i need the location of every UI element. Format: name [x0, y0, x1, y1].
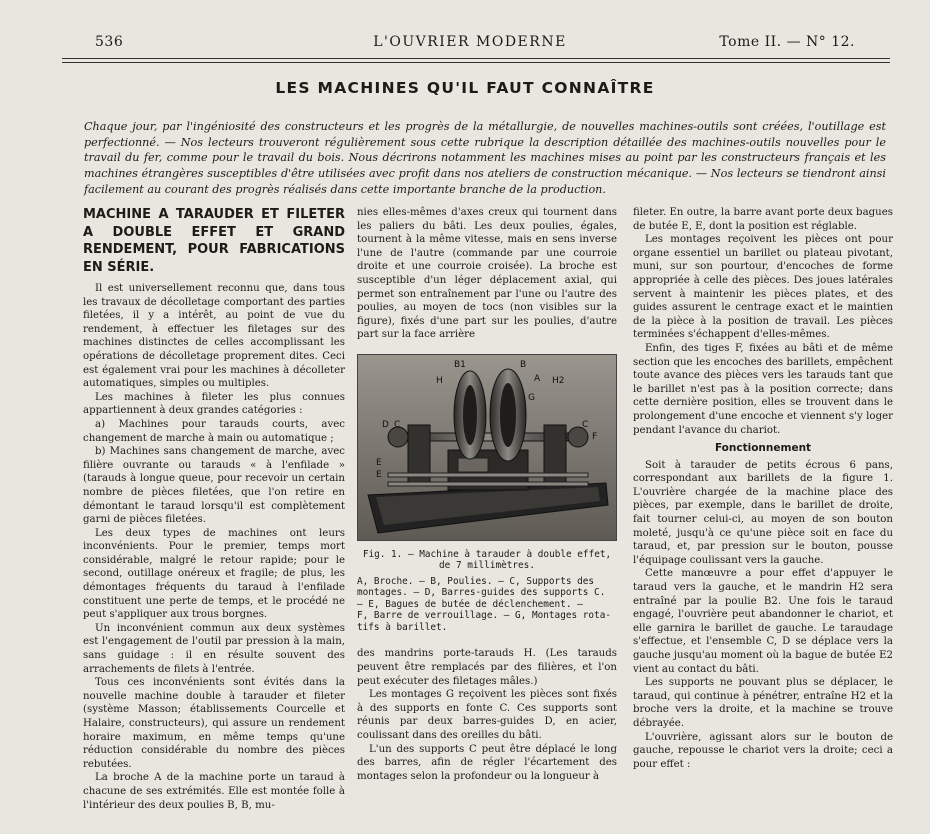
machine-illustration: [358, 355, 616, 540]
article-title: LES MACHINES QU'IL FAUT CONNAÎTRE: [275, 79, 655, 97]
figure-label: F: [592, 431, 598, 442]
paragraph: Les supports ne pouvant plus se déplacer, le taraud, qui continue à pénétrer, entraîne H2 et la broche vers la droite, et la machine se trouve débrayée.: [633, 677, 893, 729]
caption-line: montages. — D, Barres-guides des supports C.: [357, 587, 606, 599]
figure-label: C: [394, 419, 401, 430]
caption-line: A, Broche. — B, Poulies. — C, Supports des: [357, 575, 595, 587]
paragraph: L'ouvrière, agissant alors sur le bouton de gauche, repousse le chariot vers la droite; ceci a pour effet :: [633, 731, 893, 770]
paragraph: Les deux types de machines ont leurs inconvénients. Pour le premier, temps mort considérable, malgré le retour rapide; pour le second, outillage onéreux et fragile; de plus, les démontages fréquents du taraud à l'enfilade constituent une perte de temps, et le procédé ne peut s'appliquer aux trous borgnes.: [83, 527, 345, 621]
page-header: [60, 30, 880, 50]
paragraph: Soit à tarauder de petits écrous 6 pans, correspondant aux barillets de la figure 1. L'ouvrière chargée de la machine place des pièces, par exemple, dans le barillet de droite, fait tourner celui-ci, au moyen de son bouton moleté, jusqu'à ce qu'une pièce soit en face du taraud, et, par pression sur le bouton, pousse l'équipage coulissant vers la gauche.: [633, 459, 893, 566]
header-rule: [62, 58, 890, 59]
paragraph: Cette manœuvre a pour effet d'appuyer le taraud vers la gauche, et le mandrin H2 sera entraîné par la poulie B2. Une fois le taraud engagé, l'ouvrière peut abandonner le chariot, et elle garnira le barillet de gauche. Le taraudage s'effectue, et l'ensemble C, D se déplace vers la gauche jusqu'au moment où la bague de butée E2 vient au contact du bâti.: [633, 568, 893, 675]
figure-label: E: [376, 457, 382, 468]
paragraph: Les machines à fileter les plus connues appartiennent à deux grandes catégories :: [83, 391, 345, 417]
figure-label: G: [528, 392, 535, 403]
paragraph: La broche A de la machine porte un taraud à chacune de ses extrémités. Elle est montée folle à l'intérieur des deux poulies B, B, mu-: [83, 772, 345, 811]
column-2: [357, 206, 617, 783]
section-title: MACHINE A TARAUDER ET FILETER A DOUBLE EFFET ET GRAND RENDEMENT, POUR FABRICATIONS EN SÉRIE.: [83, 207, 345, 275]
caption-line: tifs à barillet.: [357, 621, 448, 633]
paragraph: Un inconvénient commun aux deux systèmes est l'engagement de l'outil par pression à la main, sans guidage : il en résulte souvent des arrachements de filets à l'entrée.: [83, 622, 345, 675]
paragraph: Les montages reçoivent les pièces ont pour organe essentiel un barillet ou plateau pivotant, muni, sur son pourtour, d'encoches de forme appropriée à celle des pièces. Des joues latérales servent à maintenir les pièces plates, et des guides assurent le centrage exact et le maintien de la pièce à la position de travail. Les pièces terminées s'échappent d'elles-mêmes.: [633, 234, 893, 341]
issue-number: Tome II. — N° 12.: [719, 34, 855, 50]
figure-label: E: [376, 469, 382, 480]
paragraph: Enfin, des tiges F, fixées au bâti et de même section que les encoches des barillets, empêchent toute avance des pièces vers les tarauds tant que le barillet n'est pas à la position correcte; dans cette dernière position, elles se trouvent dans le prolongement d'une encoche et viennent s'y loger pendant l'avance du chariot.: [633, 342, 893, 436]
caption-line: — E, Bagues de butée de déclenchement. —: [357, 598, 583, 610]
machine-figure: [357, 354, 617, 541]
paragraph: b) Machines sans changement de marche, avec filière ouvrante ou tarauds « à l'enfilade » (tarauds à longue queue, pour recevoir un certain nombre de pièces filetées, que l'on retire en démontant le taraud lorsqu'il est complètement garni de pièces filetées.: [83, 446, 345, 526]
paragraph: Tous ces inconvénients sont évités dans la nouvelle machine double à tarauder et fileter (système Masson; établissements Courcelle et Halaire, constructeurs), qui assure un rendement horaire maximum, en même temps qu'une réduction considérable du nombre des pièces rebutées.: [83, 677, 345, 770]
caption-title: Fig. 1. — Machine à tarauder à double effet, de 7 millimètres.: [362, 548, 612, 572]
paragraph: Les montages G reçoivent les pièces sont fixés à des supports en fonte C. Ces supports sont réunis par deux barres-guides D, en acier, coulissant dans des oreilles du bâti.: [357, 689, 617, 741]
paragraph: a) Machines pour tarauds courts, avec changement de marche à main ou automatique ;: [83, 418, 345, 444]
paragraph: des mandrins porte-tarauds H. (Les tarauds peuvent être remplacés par des filières, et l'on peut exécuter des filetages mâles.): [357, 648, 617, 687]
column-3: [633, 206, 893, 771]
paragraph: L'un des supports C peut être déplacé le long des barres, afin de régler l'écartement des montages selon la profondeur ou la longueur à: [357, 743, 617, 782]
page-number: 536: [95, 34, 124, 50]
column-1: [83, 206, 345, 812]
caption-line: F, Barre de verrouillage. — G, Montages rota-: [357, 610, 611, 622]
figure-label: B1: [454, 359, 466, 370]
figure-caption: [357, 549, 617, 634]
figure-label: B: [520, 359, 527, 370]
paragraph: fileter. En outre, la barre avant porte deux bagues de butée E, E, dont la position est réglable.: [633, 207, 893, 232]
subheading-fonctionnement: Fonctionnement: [714, 442, 812, 455]
paragraph: Il est universellement reconnu que, dans tous les travaux de décolletage comportant des parties filetées, il y a intérêt, au point de vue du rendement, à effectuer les filetages sur des machines distinctes de celles accomplissant les opérations de décolletage proprement dites. Ceci est également vrai pour les machines à décolleter automatiques, simples ou multiples.: [83, 283, 345, 390]
figure-label: D: [382, 419, 389, 430]
figure-label: H2: [552, 375, 565, 386]
header-rule-double: [62, 62, 890, 63]
figure-label: H: [436, 375, 443, 386]
figure-label: A: [534, 373, 541, 384]
paragraph: nies elles-mêmes d'axes creux qui tournent dans les paliers du bâti. Les deux poulies, égales, tournent à la même vitesse, mais en sens inverse l'une de l'autre (commande par une courroie droite et une courroie croisée). La broche est susceptible d'un léger déplacement axial, qui permet son entraînement par l'une ou l'autre des poulies, au moyen de tocs (non visibles sur la figure), fixés d'une part sur les poulies, d'autre part sur la face arrière: [357, 207, 617, 341]
figure-label: C: [582, 419, 589, 430]
article-intro: Chaque jour, par l'ingéniosité des constructeurs et les progrès de la métallurgie, de nouvelles machines-outils sont créées, l'outillage est perfectionné. — Nos lecteurs trouveront régulièrement sous cette rubrique la description détaillée des machines-outils nouvelles pour le travail du fer, comme pour le travail du bois. Nous décrirons notamment les machines mises au point par les constructeurs français et les machines étrangères susceptibles d'être utilisées avec profit dans nos ateliers de construction mécanique. — Nos lecteurs se tiendront ainsi facilement au courant des progrès réalisés dans cette importante branche de la production.: [84, 120, 886, 196]
journal-title: L'OUVRIER MODERNE: [373, 34, 567, 50]
